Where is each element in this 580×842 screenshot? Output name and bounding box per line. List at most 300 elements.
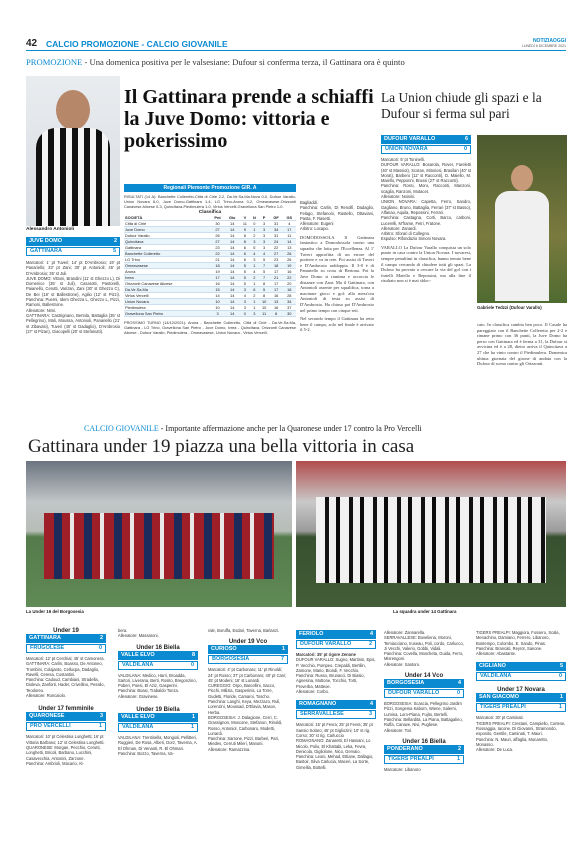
team-score: 1 xyxy=(456,755,460,762)
giovanile-col-4 xyxy=(296,630,376,770)
standings-cell: 3 xyxy=(259,239,270,245)
match-home xyxy=(384,679,464,688)
union-home xyxy=(381,135,471,144)
page-header xyxy=(26,38,566,51)
standings-cell: 2 xyxy=(250,293,258,299)
giovanile-subtitle: - Importante affermazione anche per la Quaronese under 17 contro la Pro Vercelli xyxy=(160,424,422,433)
promo-subtitle: - Una domenica positiva per le valsesiane: Dufour si conferma terza, il Gattinara ora è quinto xyxy=(84,57,405,67)
team-photo-left xyxy=(26,461,292,607)
standings-cell: 14 xyxy=(225,251,240,257)
match-lineup: CUREGGIO: Orpo, Barcellini, Sacco, Picchi, Milizia, Gasperinis, La Torre, Gudetti, Floride, Camaroi, Toscho. xyxy=(208,683,276,699)
standings-cell: 14 xyxy=(283,239,296,245)
standings-cell: 8 xyxy=(240,239,251,245)
standings-cell: 17 xyxy=(210,275,224,281)
match-home xyxy=(296,630,376,639)
team-score: 6 xyxy=(464,136,468,142)
standings-cell: 1 xyxy=(250,263,258,269)
team-name: DUFOUR VARALLO xyxy=(300,641,352,647)
players-row xyxy=(44,513,274,579)
article-body-2: Nel secondo tempo il Gattinara ha retto bene il campo, solo nel finale è arrivato il 5-2. xyxy=(300,316,374,333)
standings-cell: 16 xyxy=(210,281,224,287)
team-name: SAN GIACOMO xyxy=(479,694,520,701)
promo-article xyxy=(300,200,374,333)
match-panchina: Panchina: Brancati, Reyrot, Sanone. xyxy=(476,645,543,651)
standings-cell: 17 xyxy=(270,287,283,293)
standings-cell: Gravellona San Pietro xyxy=(124,311,210,317)
standings-cell: 14 xyxy=(225,281,240,287)
standings-cell: 26 xyxy=(283,257,296,263)
standings-cell: 10 xyxy=(210,305,224,311)
team-score: 3 xyxy=(368,711,372,718)
next-round-text: PROSSIMO TURNO (14/12/2021): Arona - Banchette Colleretto, Città di Cirié - Da.Ve.Sa.Ma, Gattinara - LG Trino, Gravellona San Pietro - Juve Domo, Ivrea - Quincitava, Orizzonti Canavese Alicese - Dufour Varallo, Piedimulera - Omeavasese, Union Novara - Virtus Vercelli. xyxy=(124,320,296,335)
standings-cell: 30 xyxy=(210,221,224,227)
match-coach: Allenatore: Corbo. xyxy=(296,689,329,695)
standings-cell: 26 xyxy=(283,251,296,257)
standings-cell: 3 xyxy=(250,239,258,245)
standings-cell: 10 xyxy=(210,299,224,305)
match-lineup: DUFOUR VARALLO: Sugno, Martinin, Epis, P. Vecchio, Pompeo, Crepaldi, Bertilin, Zamone, Mario, Biondi, F. Vecchio. xyxy=(296,657,376,673)
team-name: QUARONESE xyxy=(29,713,65,720)
standings-row xyxy=(124,311,296,317)
article-panchina: Panchina: Carlin, Di Renolfi, Dadaglio, Felago, Stefanoni, Rastello, Ottaviani, Pasta, F. Rasetti. xyxy=(300,205,374,221)
match-home xyxy=(118,713,198,722)
team-score: 1 xyxy=(281,646,285,653)
standings-cell: 3 xyxy=(240,287,251,293)
standings-cell: 20 xyxy=(283,281,296,287)
standings-cell: 13 xyxy=(283,245,296,251)
category-title: Under 14 Vco xyxy=(404,673,444,680)
standings-cell: 31 xyxy=(270,233,283,239)
category-title: Under 17 Novara xyxy=(497,687,545,694)
union-photo xyxy=(477,135,567,303)
standings-cell: 27 xyxy=(210,227,224,233)
match-panchina: Panchina: Langhi, Keya, Mezzazo, Ruli, Lorenzini, Moussad, D'Elavia, Masov, Herba. xyxy=(208,699,281,715)
standings-cell: Union Novara xyxy=(124,299,210,305)
player-caption: Alessandro Antonioli xyxy=(26,227,75,232)
standings-cell: 5 xyxy=(240,269,251,275)
standings-cell: 23 xyxy=(270,257,283,263)
match-home xyxy=(476,693,566,702)
standings-cell: Città di Cirié xyxy=(124,221,210,227)
match-coach: Allenatore: Massaroni. xyxy=(118,633,159,639)
photo-caption-right: La squadra under 14 Gattinara xyxy=(393,609,457,614)
match-home xyxy=(384,745,464,754)
standings-cell: Quincitava xyxy=(124,239,210,245)
standings-cell: 1 xyxy=(250,299,258,305)
match-away xyxy=(118,661,198,670)
text-line: rale, Boruffa, Esdari, Taverna, Barlanzi. xyxy=(208,628,280,633)
team-score: 5 xyxy=(559,663,563,670)
team-name: PRO VERCELLI xyxy=(30,723,71,730)
standings-cell: 5 xyxy=(259,287,270,293)
match-lineup: BORGOSESIA: J. Dalagione, Cerri, C. Grassignon, Moscone, Stefanon, Rinoldi, Rosso, Antoniol, Carbonaro, Modetti, Lunardi. xyxy=(208,714,283,736)
standings-cell: 17 xyxy=(270,281,283,287)
standings-header-cell: GF xyxy=(270,215,283,221)
standings-cell: Piedimulera xyxy=(124,305,210,311)
team-name: CURIOSO xyxy=(211,646,237,653)
standings-cell: 22 xyxy=(283,275,296,281)
match-home xyxy=(26,634,106,643)
match-lineup: VALDILANA: Medico, Harri, Broadda, Sartori, Liverana, Berti, Rosito, Bregonzino, Poberi, Poesi, El Aziz, Gasperini. xyxy=(118,672,197,689)
team-score: 4 xyxy=(457,680,461,687)
standings-cell: 24 xyxy=(270,239,283,245)
match-away xyxy=(208,655,288,664)
union-scorers: Marcatori: 5' pt Toninelli. xyxy=(381,157,425,162)
match-panchina: Panchina: Sarrone, Pizzi, Barberi, Pari, Miedes, Cerruti Mileri, Manoni. xyxy=(208,736,279,747)
standings-cell: 5 xyxy=(259,269,270,275)
player-head xyxy=(511,165,533,191)
team-name: DUFOUR VARALLO xyxy=(388,690,440,697)
standings-cell: 0 xyxy=(250,221,258,227)
union-coach: Allenatore: Noisini. xyxy=(381,194,416,200)
standings-cell: Ivrea xyxy=(124,275,210,281)
match-away xyxy=(476,703,566,712)
match1-away xyxy=(26,247,120,256)
standings-cell: 27 xyxy=(210,239,224,245)
player-head xyxy=(56,90,90,130)
standings-cell: 9 xyxy=(240,227,251,233)
category-title: Under 19 Vco xyxy=(228,639,268,646)
union-panchina-2: Panchina: Castagna, Corti, Barco, carboni, Lucerelli, M'frame, Fetri, Fratone. xyxy=(381,215,471,226)
match-scorers: Marcatori: 10' pt Celestina Longhetti; 16' pt Vittoria Barbano; 12' st Celestina Longhetti. xyxy=(26,734,105,745)
match-panchina: Panchina: N. Mauri, affaglia, Munaretto, Monasso. xyxy=(476,736,549,747)
team-name: TIGERS PREALPI xyxy=(388,755,434,762)
team-score: 2 xyxy=(457,745,461,752)
standings-cell: Arona xyxy=(124,269,210,275)
issue-date: LUNEDÌ 6 DICEMBRE 2021 xyxy=(522,44,566,48)
union-lineup-away: UNION NOVARA: Capetta, Ferro, Sandro, Gagliano, Bruno, Battaglia, Ferrari (37' st Basso), Alfanao, Aquila, Repossini, Ferrari. xyxy=(381,199,471,215)
standings-cell: 3 xyxy=(240,305,251,311)
category-title: Under 17 femminile xyxy=(38,706,94,713)
standings-body xyxy=(124,221,296,317)
team-name: VALDILANA xyxy=(122,661,154,668)
match-lineup: SERRAVALLESE: Boveliena, Moroni, Temiacciano, Iruseau, Poli, cordo, Carlucco, Ji Vecchi, Valerio, Gobbi, Vidali. xyxy=(384,635,464,651)
standings-cell: 17 xyxy=(270,269,283,275)
match1-coach: Allenatore: Nimi. xyxy=(26,307,57,313)
standings-cell: 14 xyxy=(225,245,240,251)
standings-cell: 3 xyxy=(250,311,258,317)
standings-cell: 16 xyxy=(270,293,283,299)
standings-cell: 14 xyxy=(225,287,240,293)
standings-cell: 3 xyxy=(250,257,258,263)
standings-cell: 21 xyxy=(270,275,283,281)
giovanile-col-1 xyxy=(26,628,106,766)
match-home xyxy=(26,712,106,721)
match-away xyxy=(118,723,198,732)
section-title: CALCIO PROMOZIONE - CALCIO GIOVANILE xyxy=(46,39,228,49)
team-score: 0 xyxy=(463,146,467,152)
standings-cell: 3 xyxy=(259,233,270,239)
standings-cell: 34 xyxy=(283,299,296,305)
giovanile-kicker: CALCIO GIOVANILE xyxy=(84,424,159,433)
team-name: FRUGOLESE xyxy=(30,645,65,651)
standings-cell: 3 xyxy=(240,299,251,305)
match-scorers: Marcatori: 12' pt Cerchiai; 45' st Camonera. xyxy=(26,656,105,661)
article-coach: Allenatore: Eugeni xyxy=(300,221,334,227)
standings-cell: 7 xyxy=(259,263,270,269)
match-lineup: QUARONESE: Morgan, Pecchio, Cerutti, Longhetti, Bricoli, Barbano, Lucchini, Casavecchia, Antonini, Zarzone. xyxy=(26,744,101,761)
match-scorers: Marcatori: 4' pt Carbonaro; 11' pt Rinoldi; 24' pt Rosso; 37' pt Carbonaro; 40' pt Cani; 45' pt Modeni; 16' st Lunardi. xyxy=(208,667,287,683)
standings-cell: 4 xyxy=(283,221,296,227)
standings-cell: 17 xyxy=(283,227,296,233)
standings-cell: 8 xyxy=(259,281,270,287)
standings-cell: 18 xyxy=(283,287,296,293)
standings-header-cell: P xyxy=(259,215,270,221)
standings-cell: 6 xyxy=(240,257,251,263)
text-line: bera. xyxy=(118,628,128,633)
standings-table xyxy=(124,215,296,317)
standings-cell: 5 xyxy=(259,257,270,263)
match-lineup: BORGOSESIA: Scascia, Pellegrino Jardim Pizzi, Songema Kaborn, Wiene, Salerni, Lumina, Loro-Piana, Fujito, Bertelli. xyxy=(384,701,462,717)
match-panchina: Panchina: Bellardita, La Piana, Battagalino, Ruffa, Canave, Nivi, Pugliese. xyxy=(384,716,463,728)
union-headline: La Union chiude gli spazi e la Dufour si ferma sul pari xyxy=(381,90,542,121)
article-line: Bagliaddi. xyxy=(300,200,318,205)
team-name: DUFOUR VARALLO xyxy=(384,136,436,142)
match-away xyxy=(26,722,106,731)
match-away xyxy=(296,710,376,719)
team-score: 0 xyxy=(190,661,194,668)
standings-cell: 14 xyxy=(225,239,240,245)
match-coach: Allenatore: De Luca. xyxy=(476,747,514,753)
team-name: GATTINARA xyxy=(30,248,62,254)
standings-cell: Orizzonti Canavese Alicese xyxy=(124,281,210,287)
match1-scorers: Marcatori: 1' pt Tuveri; 14' pt D'Ambrosio; 19' pt Panariello; 33' pt Zani; 30' pt Antonioli; 45' pt D'Ambrosio; 35' st Juli. xyxy=(26,260,120,276)
standings-cell: 28 xyxy=(283,293,296,299)
team-name: VALLE ELVO xyxy=(121,651,155,658)
giovanile-col-3 xyxy=(208,628,288,752)
standings-cell: 13 xyxy=(270,299,283,305)
team-name: JUVE DOMO xyxy=(29,238,63,244)
giovanile-headline: Gattinara under 19 piazza una bella vittoria in casa xyxy=(28,436,415,457)
promo-headline: Il Gattinara prende a schiaffi la Juve Domo: vittoria e pokerissimo xyxy=(124,86,374,152)
standings-cell: 19 xyxy=(283,263,296,269)
union-away xyxy=(381,145,471,154)
standings-cell: 6 xyxy=(240,251,251,257)
match-coach: Allenatore: Ramazzina. xyxy=(208,746,251,752)
union-article-2: cato. In classifica cambia ben poco. Il Casale ha pareggiato con il Banchette Colleretto per 2-2 e rimane primo con 36 punti, la Juve Domo ha perso con Gattinara ed è ferma a 31, la Dufour si avvicina ed è a 28, dietro arriva il Quincitava a 27 che ha vinto contro il Piedimulera. Domenica ultima giornata del girone di andata con la Dufour di scena contro gli Orizzonti. xyxy=(477,322,567,367)
article-body: DOMODOSSOLA Il Gattinara fantastico a Domodossola contro una squadra che lotta per l'Eccellenza. Al 1' Tuveri approfitta di un errore del portiere e va in rete. Poi assist di Tuveri e D'Ambrosio raddoppia. Il 3-0 è di Panariello su cross di Bertona. Poi la Juve Domo si rianima e accorcia le distanze con Zani. Ma il Gattinara, con Antonioli assente per squalifica, torna a macinare gioco e gol: alla mezz'ora Antonioli di testa su assist di D'Ambrosio. Ha chiuso poi D'Ambrosio nel primo tempo con cinque reti. xyxy=(300,234,374,313)
standings-cell: 19 xyxy=(210,269,224,275)
standings-cell: 30 xyxy=(283,311,296,317)
standings-cell: 18 xyxy=(270,263,283,269)
union-caption: Gabriele Tedzzi (Dufour Varallo) xyxy=(477,305,542,310)
standings-cell: 4 xyxy=(240,293,251,299)
team-score: 4 xyxy=(369,701,373,708)
match-home xyxy=(296,700,376,709)
team-score: 5 xyxy=(112,248,116,254)
team-name: VALDILANA xyxy=(122,724,154,731)
standings-cell: 27 xyxy=(270,251,283,257)
standings-cell: 10 xyxy=(259,305,270,311)
standings-cell: 16 xyxy=(283,269,296,275)
standings-cell: 34 xyxy=(270,227,283,233)
standings-cell: 4 xyxy=(259,251,270,257)
standings-cell: 11 xyxy=(283,233,296,239)
team-score: 0 xyxy=(456,690,460,697)
promo-kicker-line xyxy=(26,57,566,67)
team-name: VALLE ELVO xyxy=(121,714,155,721)
standings-cell: 22 xyxy=(210,251,224,257)
match-away xyxy=(26,644,106,653)
standings-cell: 5 xyxy=(250,245,258,251)
match-lineup: ROMAGNANO: Zanaretti, El Hassani, Lo Micolo, Polio, El Khattabi, Leka, Fevra, Denicola, Gigliolone, Nico, Gervaio. xyxy=(296,738,371,754)
team-score: 1 xyxy=(558,704,562,711)
team-name: BORGOSESIA xyxy=(387,680,425,687)
standings-cell: 14 xyxy=(225,305,240,311)
union-expelled: Espulso: Rifondazio Simoni Novara. xyxy=(381,236,447,242)
standings-cell: 23 xyxy=(210,245,224,251)
giovanile-kicker-line xyxy=(84,424,564,433)
team-name: PONDERANO xyxy=(387,745,423,752)
standings-cell: 31 xyxy=(270,221,283,227)
team-score: 2 xyxy=(99,635,103,641)
promo-kicker: PROMOZIONE xyxy=(26,57,83,67)
standings-header-cell: V xyxy=(240,215,251,221)
team-name: CIGLIANO xyxy=(479,663,506,670)
standings-cell: 14 xyxy=(225,269,240,275)
standings-cell: Virtus Vercelli xyxy=(124,293,210,299)
match1-col xyxy=(26,237,120,334)
team-score: 0 xyxy=(558,673,562,680)
standings-cell: 11 xyxy=(259,311,270,317)
team-photo-right xyxy=(296,461,566,607)
standings-cell: 10 xyxy=(259,299,270,305)
category-title: Under 19 Biella xyxy=(136,707,180,714)
standings-cell: 14 xyxy=(225,299,240,305)
match-lineup: TIGERS PREALPI: Maggiora, Fossero, Scala, Menachino, Damiano, Ferrero, Libanoro, Bontempo, Colombo, E. Sando, Pinas. xyxy=(476,630,560,646)
standings-cell: 11 xyxy=(240,221,251,227)
standings-cell: 14 xyxy=(225,293,240,299)
standings-cell: 14 xyxy=(225,311,240,317)
standings-header-cell: GS xyxy=(283,215,296,221)
standings-header-cell: Pnt xyxy=(210,215,224,221)
standings-cell: 14 xyxy=(210,293,224,299)
standings-cell: Juve Domo xyxy=(124,227,210,233)
team-score: 2 xyxy=(113,238,117,244)
standings-box xyxy=(124,184,296,335)
page-number: 42 xyxy=(26,38,38,49)
match-scorers: Marcatore: Libanoro xyxy=(384,766,421,772)
standings-cell: 14 xyxy=(225,221,240,227)
standings-cell: 16 xyxy=(270,305,283,311)
standings-cell: 4 xyxy=(250,269,258,275)
standings-cell: 7 xyxy=(259,275,270,281)
giovanile-col-5 xyxy=(384,630,464,772)
standings-cell: 14 xyxy=(225,275,240,281)
article-referee: Arbitro: Locapo. xyxy=(300,226,329,232)
player-photo xyxy=(26,76,120,226)
standings-cell: Da.Ve.Sa.Ma xyxy=(124,287,210,293)
standings-cell: Dufour Varallo xyxy=(124,233,210,239)
standings-cell: 8 xyxy=(259,293,270,299)
standings-cell: 14 xyxy=(225,233,240,239)
standings-label: Classifica xyxy=(198,210,222,215)
standings-header-cell: SOCIETÀ xyxy=(124,215,210,221)
category-title: Under 19 xyxy=(53,628,79,634)
match-coach: Allenatore: Tori. xyxy=(384,727,413,733)
standings-cell: 3 xyxy=(259,227,270,233)
standings-cell: Omeavasese xyxy=(124,263,210,269)
match-home xyxy=(208,645,288,654)
standings-cell: 0 xyxy=(240,311,251,317)
match-lineup: TIGERS PREALPI: Crestani, Campiello, Cortese, Rossaggia, Iacone, Di Giovanni, Stramondo, esposito, Gentile, Caminati, T. Mauri. xyxy=(476,720,566,737)
match-panchina: Panchina: Boasi, Trabaldo Tonza. xyxy=(118,688,179,694)
match-scorers: Marcatori: 15' pt Fevra; 25' pt Fevra; 35' pt Sansio Solaro; 45' pt Gigliozini; 10' st rig. Corso; 30' st rig. Carluccio xyxy=(296,722,373,738)
team-score: 0 xyxy=(98,645,102,651)
match-coach: Allenatore: Gravinese. xyxy=(118,693,159,699)
standings-cell: LG Trino xyxy=(124,257,210,263)
team-score: 4 xyxy=(369,631,373,637)
team-score: 3 xyxy=(99,713,103,720)
standings-cell: 1 xyxy=(250,281,258,287)
match-coach: Allenatore: Roncaiolo. xyxy=(26,693,67,699)
giovanile-col-6 xyxy=(476,630,566,753)
brand-logo: NOTIZIAOGGI xyxy=(532,38,566,44)
union-lineup-home: DUFOUR VARALLO: Bosarola, Rover, Fareletti (40' st Massiot), Scotan, Minniosi, Brasilan (40' st Morat), Barbero (12' st Racconti), D. Maiello, M. Maiello, Pepponni, Brussi (27' st Racconti). xyxy=(381,162,471,184)
standings-cell: 3 xyxy=(259,221,270,227)
match-panchina: Panchina: Covella, Moscheta, Guida, Ferro, Misrengoni. xyxy=(384,651,464,662)
standings-cell: 22 xyxy=(270,245,283,251)
player-shirt xyxy=(36,128,110,226)
union-coach-2: Allenatore: Zanardi. xyxy=(381,225,417,231)
match-away xyxy=(384,755,464,764)
team-name: VALDILANA xyxy=(480,673,512,680)
standings-cell: 8 xyxy=(270,311,283,317)
match1-home xyxy=(26,237,120,246)
match-panchina: Panchina: Cadoud, Cambiani, Stradella, Dioleva, Zanforti, Hader, Crivellino, Pessilo, Teodoreo. xyxy=(26,677,105,693)
union-col1 xyxy=(381,135,471,284)
union-referee: Arbitro: Sforari di Collegno. xyxy=(381,231,431,237)
players-row xyxy=(316,497,546,583)
team-score: 2 xyxy=(368,641,372,647)
team-score: 1 xyxy=(191,714,195,721)
match-panchina: Panchina: Leoni, Mehad, Ettiane, Dallagio, Bastoir, Silva Carlucia, Maceri, La Sorte, Gimellia, Bottelli. xyxy=(296,754,374,770)
standings-cell: 26 xyxy=(210,233,224,239)
standings-cell: 1 xyxy=(250,227,258,233)
category-title: Under 16 Biella xyxy=(402,738,446,745)
team-name: SERRAVALLESE xyxy=(300,711,344,718)
team-score: 8 xyxy=(191,651,195,658)
match-scorers: Marcatori: 35' pt rigore Zenone xyxy=(296,652,356,657)
standings-cell: 21 xyxy=(210,257,224,263)
team-name: UNION NOVARA xyxy=(385,146,428,152)
standings-cell: 15 xyxy=(210,287,224,293)
standings-cell: 8 xyxy=(240,233,251,239)
standings-title: Regionali Piemonte Promozione GIR. A xyxy=(124,184,296,192)
team-name: ROMAGNANO xyxy=(299,701,337,708)
union-panchina: Panchina: Rossi, Moro, Racconti, Manzoni, scaglia, Ranzoni, Motacet. xyxy=(381,183,471,194)
standings-cell: Gattinara xyxy=(124,245,210,251)
match-away xyxy=(296,640,376,649)
standings-cell: 14 xyxy=(225,227,240,233)
standings-cell: 37 xyxy=(283,305,296,311)
standings-cell: 14 xyxy=(225,257,240,263)
match-lineup: GATTINARA: Carlin, Boasso, De Antoneo, Trombini, Colajanto, Cellucpa, Dadaglio, Ravelli, Ceresa, Costantini. xyxy=(26,661,103,677)
standings-cell: 2 xyxy=(250,275,258,281)
standings-cell: 2 xyxy=(250,233,258,239)
standings-header-cell: N xyxy=(250,215,258,221)
standings-cell: 4 xyxy=(250,251,258,257)
standings-cell: 3 xyxy=(210,311,224,317)
standings-header-cell: Gio xyxy=(225,215,240,221)
match-coach: Allenatore: Zannarella. xyxy=(384,630,426,635)
standings-cell: 18 xyxy=(210,263,224,269)
match-panchina: Panchina: Russo, Brunacci, Di Biasio, Agnesina, Muttone, Tocchio, Torti, Proverba, Matteoe. xyxy=(296,673,365,689)
standings-cell: 5 xyxy=(240,263,251,269)
standings-cell: 5 xyxy=(240,281,251,287)
union-article: VARALLO La Dufour Varallo conquista un solo punto in casa contro la Union Novara. I novaresi, sempre penultimi in classifica, hanno tenuto bene il campo cercando di chiudere tutti gli spazi. La Dufour ha provato a cercare la via del gol con i fratelli Maiello e Repossini, ma alla fine il risultato non si è mai sbloc- xyxy=(381,244,471,284)
standings-cell: 5 xyxy=(240,275,251,281)
